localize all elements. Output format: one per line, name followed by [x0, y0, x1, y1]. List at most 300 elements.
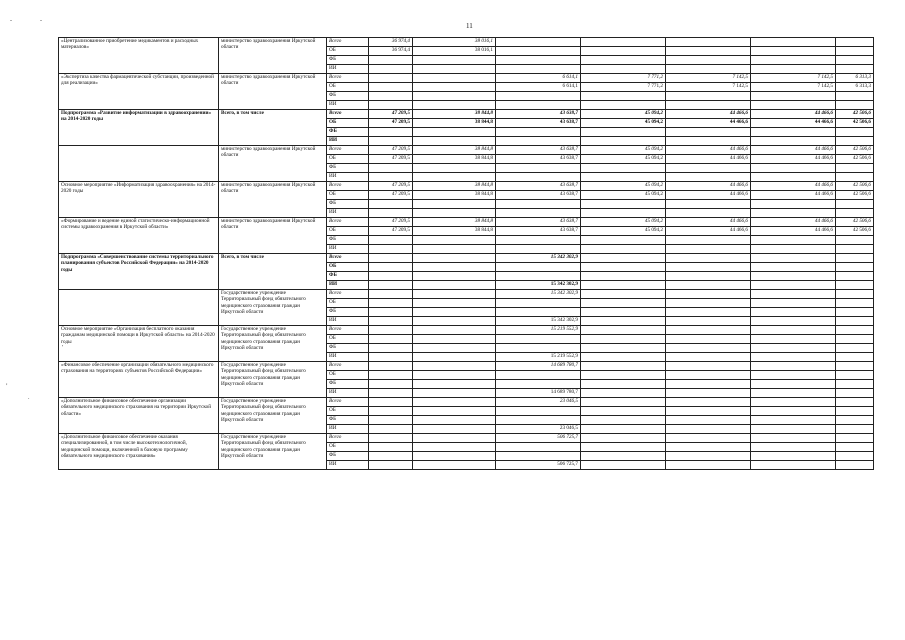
value-cell: 15 342 302,9 [496, 317, 581, 326]
value-cell [836, 425, 874, 434]
value-cell [581, 434, 666, 443]
source-cell: Всего [327, 74, 369, 83]
page-number: 11 [466, 22, 473, 30]
value-cell [836, 38, 874, 47]
value-cell [496, 173, 581, 182]
program-name-cell: «Дополнительное финансовое обеспечение оказания специализированной, в том числе высокотехнологичной, медицинской помощи, включенной в базовую программу обязательного медицинского страхования» [59, 434, 219, 470]
source-cell: ИИ [327, 137, 369, 146]
value-cell [666, 371, 751, 380]
value-cell [581, 263, 666, 272]
value-cell: 44 466,6 [751, 227, 836, 236]
value-cell [413, 164, 496, 173]
value-cell [751, 245, 836, 254]
value-cell: 38 844,8 [413, 218, 496, 227]
value-cell [751, 425, 836, 434]
value-cell [666, 290, 751, 299]
value-cell [369, 173, 413, 182]
value-cell [751, 416, 836, 425]
value-cell: 23 046,5 [496, 425, 581, 434]
value-cell [836, 200, 874, 209]
value-cell [836, 65, 874, 74]
value-cell: 42 506,6 [836, 182, 874, 191]
value-cell: 43 638,7 [496, 182, 581, 191]
table-row [59, 362, 874, 371]
value-cell [581, 308, 666, 317]
source-cell: ФБ [327, 128, 369, 137]
value-cell: 44 466,6 [666, 110, 751, 119]
value-cell: 47 209,5 [369, 155, 413, 164]
margin-mark: . [28, 395, 30, 401]
value-cell [413, 398, 496, 407]
source-cell: ФБ [327, 416, 369, 425]
value-cell [581, 47, 666, 56]
source-cell: ОБ [327, 407, 369, 416]
program-name-cell: Основное мероприятие «Информатизация здравоохранения» на 2014-2020 годы [59, 182, 219, 218]
value-cell [751, 362, 836, 371]
value-cell [581, 398, 666, 407]
value-cell [369, 254, 413, 263]
value-cell: 43 638,7 [496, 146, 581, 155]
value-cell [666, 209, 751, 218]
value-cell: 38 016,1 [413, 47, 496, 56]
value-cell [581, 56, 666, 65]
value-cell: 6 614,1 [496, 74, 581, 83]
value-cell [369, 299, 413, 308]
value-cell [496, 452, 581, 461]
value-cell: 45 094,2 [581, 227, 666, 236]
source-cell: ИИ [327, 281, 369, 290]
value-cell: 14 689 780,7 [496, 389, 581, 398]
value-cell [369, 407, 413, 416]
value-cell [751, 461, 836, 470]
value-cell [751, 101, 836, 110]
value-cell [496, 200, 581, 209]
value-cell [496, 245, 581, 254]
value-cell [836, 128, 874, 137]
value-cell [836, 353, 874, 362]
value-cell [413, 56, 496, 65]
value-cell: 45 094,2 [581, 155, 666, 164]
value-cell [836, 308, 874, 317]
value-cell [369, 83, 413, 92]
value-cell [369, 92, 413, 101]
table-row [59, 182, 874, 191]
value-cell [369, 308, 413, 317]
value-cell [666, 254, 751, 263]
value-cell [369, 317, 413, 326]
value-cell: 44 466,6 [751, 191, 836, 200]
margin-mark: , [6, 380, 8, 386]
source-cell: ИИ [327, 65, 369, 74]
value-cell: 45 094,2 [581, 218, 666, 227]
responsible-cell: Государственное учреждение Территориальный фонд обязательного медицинского страхования граждан Иркутской области [219, 290, 327, 326]
value-cell: 45 094,2 [581, 146, 666, 155]
value-cell [413, 380, 496, 389]
value-cell [581, 371, 666, 380]
responsible-cell: Государственное учреждение Территориальный фонд обязательного медицинского страхования граждан Иркутской области [219, 434, 327, 470]
value-cell [666, 344, 751, 353]
value-cell [496, 56, 581, 65]
value-cell [413, 83, 496, 92]
program-name-cell: «Экспертиза качества фармацевтической субстанции, произведенной для реализации» [59, 74, 219, 110]
value-cell [581, 38, 666, 47]
value-cell [751, 128, 836, 137]
value-cell [666, 308, 751, 317]
value-cell [836, 236, 874, 245]
value-cell [369, 416, 413, 425]
value-cell: 44 466,6 [751, 119, 836, 128]
value-cell [581, 389, 666, 398]
value-cell: 7 142,5 [666, 74, 751, 83]
value-cell [369, 434, 413, 443]
source-cell: ОБ [327, 83, 369, 92]
value-cell [496, 380, 581, 389]
value-cell [581, 425, 666, 434]
value-cell [413, 236, 496, 245]
table-row [59, 326, 874, 335]
value-cell [836, 344, 874, 353]
value-cell [836, 317, 874, 326]
responsible-cell: Государственное учреждение Территориальный фонд обязательного медицинского страхования граждан Иркутской области [219, 398, 327, 434]
value-cell [413, 389, 496, 398]
value-cell [369, 56, 413, 65]
responsible-cell: министерство здравоохранения Иркутской области [219, 218, 327, 254]
value-cell [581, 164, 666, 173]
value-cell [369, 65, 413, 74]
value-cell [666, 362, 751, 371]
value-cell: 38 844,8 [413, 227, 496, 236]
value-cell [751, 263, 836, 272]
value-cell [666, 47, 751, 56]
value-cell [581, 290, 666, 299]
value-cell: 38 844,8 [413, 119, 496, 128]
value-cell [666, 398, 751, 407]
value-cell [666, 281, 751, 290]
source-cell: ФБ [327, 92, 369, 101]
value-cell [496, 371, 581, 380]
value-cell [369, 164, 413, 173]
value-cell [581, 137, 666, 146]
value-cell [836, 263, 874, 272]
value-cell [413, 335, 496, 344]
responsible-cell: министерство здравоохранения Иркутской области [219, 182, 327, 218]
value-cell [413, 263, 496, 272]
source-cell: ИИ [327, 461, 369, 470]
value-cell [413, 317, 496, 326]
responsible-cell: министерство здравоохранения Иркутской области [219, 74, 327, 110]
value-cell [581, 344, 666, 353]
table-row [59, 254, 874, 263]
value-cell [751, 38, 836, 47]
source-cell: Всего [327, 218, 369, 227]
source-cell: ИИ [327, 353, 369, 362]
value-cell: 7 771,2 [581, 74, 666, 83]
value-cell [751, 254, 836, 263]
value-cell [369, 380, 413, 389]
value-cell [751, 200, 836, 209]
budget-table [58, 37, 874, 470]
value-cell: 38 844,8 [413, 146, 496, 155]
value-cell [413, 407, 496, 416]
value-cell [496, 416, 581, 425]
value-cell [666, 128, 751, 137]
value-cell [666, 137, 751, 146]
value-cell [751, 326, 836, 335]
value-cell [666, 425, 751, 434]
table-row [59, 74, 874, 83]
value-cell [666, 245, 751, 254]
value-cell [413, 434, 496, 443]
source-cell: ИИ [327, 173, 369, 182]
value-cell [836, 47, 874, 56]
value-cell [369, 236, 413, 245]
value-cell [413, 344, 496, 353]
source-cell: ОБ [327, 155, 369, 164]
source-cell: Всего [327, 38, 369, 47]
value-cell [666, 353, 751, 362]
value-cell [369, 425, 413, 434]
value-cell [413, 101, 496, 110]
value-cell [496, 47, 581, 56]
value-cell: 38 844,8 [413, 182, 496, 191]
value-cell [751, 407, 836, 416]
value-cell [751, 353, 836, 362]
value-cell [836, 335, 874, 344]
value-cell [836, 209, 874, 218]
program-name-cell [59, 290, 219, 326]
value-cell: 43 638,7 [496, 191, 581, 200]
source-cell: Всего [327, 434, 369, 443]
value-cell: 7 142,5 [666, 83, 751, 92]
value-cell [666, 272, 751, 281]
source-cell: ФБ [327, 344, 369, 353]
value-cell [369, 272, 413, 281]
value-cell [496, 92, 581, 101]
value-cell: 44 466,6 [666, 182, 751, 191]
value-cell: 45 094,2 [581, 119, 666, 128]
program-name-cell: «Дополнительное финансовое обеспечение организации обязательного медицинского страхования на территории Иркутской области» [59, 398, 219, 434]
value-cell: 44 466,6 [666, 227, 751, 236]
value-cell [836, 371, 874, 380]
value-cell [581, 443, 666, 452]
table-row [59, 38, 874, 47]
value-cell [581, 407, 666, 416]
value-cell: 6 614,1 [496, 83, 581, 92]
source-cell: ФБ [327, 56, 369, 65]
value-cell [496, 101, 581, 110]
value-cell [836, 164, 874, 173]
value-cell [369, 398, 413, 407]
value-cell [666, 335, 751, 344]
value-cell [369, 281, 413, 290]
value-cell [369, 326, 413, 335]
value-cell [751, 92, 836, 101]
value-cell [496, 137, 581, 146]
value-cell: 42 506,6 [836, 227, 874, 236]
source-cell: Всего [327, 146, 369, 155]
value-cell: 45 094,2 [581, 191, 666, 200]
table-row [59, 146, 874, 155]
value-cell [581, 452, 666, 461]
value-cell [836, 290, 874, 299]
value-cell [496, 335, 581, 344]
margin-mark: - [10, 18, 12, 24]
table-row [59, 398, 874, 407]
source-cell: ИИ [327, 245, 369, 254]
value-cell [413, 137, 496, 146]
value-cell [496, 209, 581, 218]
table-row [59, 218, 874, 227]
value-cell [666, 65, 751, 74]
value-cell: 506 725,7 [496, 434, 581, 443]
value-cell: 14 689 780,7 [496, 362, 581, 371]
value-cell [369, 290, 413, 299]
value-cell: 44 466,6 [751, 110, 836, 119]
value-cell: 7 771,2 [581, 83, 666, 92]
program-name-cell: «Формирование и ведение единой статистическо-информационной системы здравоохранения в Иркутской области» [59, 218, 219, 254]
table-body [59, 38, 874, 470]
value-cell: 45 094,2 [581, 182, 666, 191]
value-cell [751, 56, 836, 65]
value-cell [751, 443, 836, 452]
value-cell: 47 209,5 [369, 119, 413, 128]
value-cell [581, 362, 666, 371]
value-cell [751, 380, 836, 389]
value-cell [496, 299, 581, 308]
value-cell [369, 74, 413, 83]
value-cell [369, 245, 413, 254]
value-cell [369, 461, 413, 470]
value-cell: 42 506,6 [836, 146, 874, 155]
value-cell: 44 466,6 [666, 218, 751, 227]
value-cell: 15 342 302,9 [496, 254, 581, 263]
value-cell [581, 335, 666, 344]
value-cell [581, 236, 666, 245]
value-cell [836, 245, 874, 254]
source-cell: ФБ [327, 164, 369, 173]
value-cell [496, 443, 581, 452]
value-cell [413, 128, 496, 137]
value-cell [413, 281, 496, 290]
value-cell [751, 371, 836, 380]
value-cell [751, 173, 836, 182]
value-cell [836, 137, 874, 146]
value-cell [751, 209, 836, 218]
value-cell [496, 65, 581, 74]
value-cell [581, 173, 666, 182]
value-cell [369, 362, 413, 371]
margin-mark: ' [62, 345, 64, 351]
value-cell [751, 335, 836, 344]
table-row [59, 290, 874, 299]
value-cell: 6 313,3 [836, 74, 874, 83]
value-cell [581, 65, 666, 74]
value-cell [836, 326, 874, 335]
value-cell [413, 92, 496, 101]
value-cell [581, 254, 666, 263]
value-cell [666, 461, 751, 470]
value-cell [413, 416, 496, 425]
value-cell [369, 137, 413, 146]
value-cell [666, 317, 751, 326]
source-cell: ОБ [327, 299, 369, 308]
value-cell: 38 844,8 [413, 155, 496, 164]
value-cell [369, 101, 413, 110]
responsible-cell: Всего, в том числе [219, 254, 327, 290]
value-cell: 43 638,7 [496, 119, 581, 128]
value-cell: 42 506,6 [836, 155, 874, 164]
value-cell: 44 466,6 [751, 146, 836, 155]
value-cell [836, 389, 874, 398]
responsible-cell: Всего, в том числе [219, 110, 327, 146]
value-cell [581, 209, 666, 218]
source-cell: Всего [327, 182, 369, 191]
value-cell [413, 452, 496, 461]
program-name-cell: Подпрограмма «Совершенствование системы территориального планирования субъектов Российской Федерации» на 2014-2020 годы [59, 254, 219, 290]
source-cell: ИИ [327, 101, 369, 110]
value-cell [413, 299, 496, 308]
source-cell: ИИ [327, 425, 369, 434]
value-cell [369, 389, 413, 398]
value-cell [666, 173, 751, 182]
value-cell [751, 272, 836, 281]
source-cell: ИИ [327, 209, 369, 218]
value-cell [836, 416, 874, 425]
value-cell [581, 353, 666, 362]
value-cell [413, 173, 496, 182]
value-cell: 6 313,3 [836, 83, 874, 92]
value-cell [836, 56, 874, 65]
value-cell: 42 506,6 [836, 191, 874, 200]
value-cell [581, 416, 666, 425]
value-cell [413, 74, 496, 83]
value-cell [581, 281, 666, 290]
margin-mark: - [40, 18, 42, 24]
value-cell [581, 92, 666, 101]
value-cell [369, 371, 413, 380]
value-cell: 15 342 302,9 [496, 281, 581, 290]
source-cell: ОБ [327, 227, 369, 236]
value-cell [666, 56, 751, 65]
value-cell: 43 638,7 [496, 218, 581, 227]
value-cell [836, 92, 874, 101]
value-cell [751, 452, 836, 461]
value-cell [496, 263, 581, 272]
source-cell: ОБ [327, 371, 369, 380]
value-cell [581, 317, 666, 326]
value-cell [666, 236, 751, 245]
value-cell: 47 209,5 [369, 110, 413, 119]
value-cell [751, 47, 836, 56]
value-cell [666, 200, 751, 209]
value-cell: 44 466,6 [751, 218, 836, 227]
value-cell [751, 398, 836, 407]
source-cell: Всего [327, 362, 369, 371]
value-cell [836, 398, 874, 407]
value-cell [666, 164, 751, 173]
value-cell: 7 142,5 [751, 83, 836, 92]
value-cell: 43 638,7 [496, 155, 581, 164]
value-cell: 44 466,6 [666, 119, 751, 128]
value-cell [496, 407, 581, 416]
value-cell: 15 219 552,9 [496, 353, 581, 362]
value-cell [413, 425, 496, 434]
value-cell [666, 101, 751, 110]
value-cell [496, 236, 581, 245]
value-cell [413, 245, 496, 254]
value-cell [369, 128, 413, 137]
value-cell [496, 308, 581, 317]
